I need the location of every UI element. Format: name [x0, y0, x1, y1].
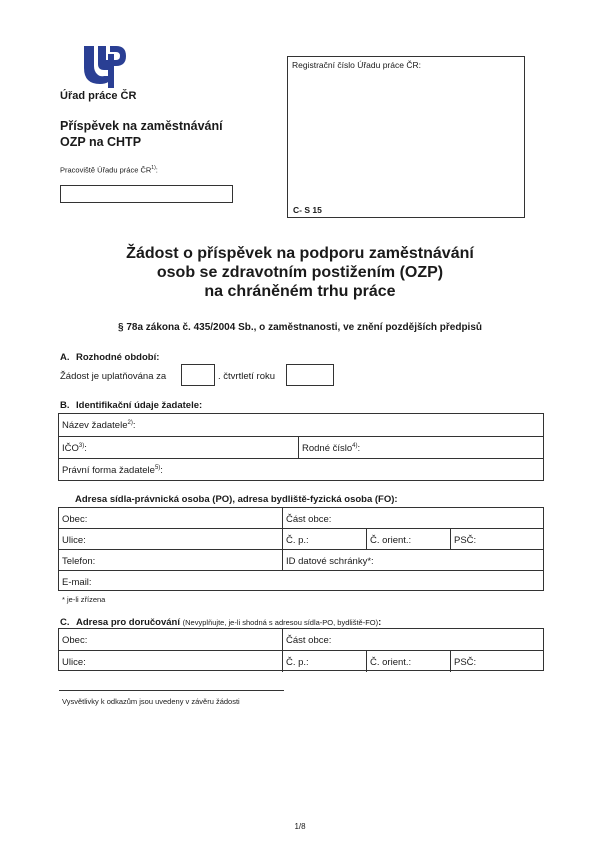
- cast-obce-field[interactable]: Část obce:: [286, 514, 332, 525]
- table-row: [59, 550, 543, 571]
- period-text-1: Žádost je uplatňována za: [60, 371, 167, 382]
- title-line-3: na chráněném trhu práce: [204, 283, 396, 300]
- workplace-field[interactable]: [60, 185, 233, 203]
- delivery-obec-field[interactable]: Obec:: [59, 629, 283, 650]
- table-row: [59, 508, 543, 529]
- table-row: [59, 651, 543, 673]
- delivery-cp-field[interactable]: Č. p.:: [283, 651, 367, 673]
- psc-field[interactable]: PSČ:: [454, 535, 477, 546]
- data-box-field[interactable]: ID datové schránky*:: [286, 556, 374, 567]
- subtitle-line-1: Příspěvek na zaměstnávání: [60, 119, 223, 133]
- up-cr-logo-icon: [80, 44, 128, 88]
- delivery-cast-obce-field[interactable]: Část obce:: [286, 635, 332, 646]
- main-title: [40, 244, 560, 301]
- period-text-2: . čtvrtletí roku: [218, 371, 276, 382]
- section-c-heading: C. Adresa pro doručování (Nevyplňujte, je-li shodná s adresou sídla-PO, bydliště-FO):: [60, 617, 382, 628]
- form-code: C- S 15: [293, 205, 322, 215]
- delivery-address-table: [58, 628, 544, 671]
- ico-field[interactable]: IČO$^{3)}$:: [59, 437, 299, 459]
- table-row: [59, 459, 543, 482]
- footnote-divider: [59, 690, 284, 691]
- title-line-1: Žádost o příspěvek na podporu zaměstnávání: [126, 245, 474, 262]
- page-number: 1/8: [294, 822, 306, 831]
- address-heading: Adresa sídla-právnická osoba (PO), adresa bydliště-fyzická osoba (FO):: [75, 494, 398, 505]
- corient-field[interactable]: Č. orient.:: [367, 529, 451, 549]
- cp-field[interactable]: Č. p.:: [283, 529, 367, 549]
- birth-number-field[interactable]: Rodné číslo$^{4)}$:: [302, 442, 361, 454]
- table-row: [59, 414, 543, 437]
- explanations-note: Vysvětlivky k odkazům jsou uvedeny v závěru žádosti: [62, 697, 240, 706]
- address-table: [58, 507, 544, 591]
- table-row: [59, 529, 543, 550]
- registration-label: Registrační číslo Úřadu práce ČR:: [292, 60, 421, 70]
- year-field[interactable]: [286, 364, 334, 386]
- table-row: [59, 437, 543, 460]
- section-a-heading: A. Rozhodné období:: [60, 352, 160, 363]
- table-row: [59, 571, 543, 592]
- applicant-name-field[interactable]: Název žadatele$^{2)}$:: [62, 420, 136, 432]
- data-box-footnote: * je-li zřízena: [62, 595, 106, 604]
- telefon-field[interactable]: Telefon:: [59, 550, 283, 570]
- workplace-label: Pracoviště Úřadu práce ČR$^{1)}$:: [60, 165, 158, 175]
- form-subtitle: [60, 118, 280, 150]
- legal-form-field[interactable]: Právní forma žadatele$^{5)}$:: [62, 465, 163, 477]
- delivery-ulice-field[interactable]: Ulice:: [59, 651, 283, 673]
- delivery-corient-field[interactable]: Č. orient.:: [367, 651, 451, 673]
- delivery-psc-field[interactable]: PSČ:: [454, 656, 477, 668]
- registration-box[interactable]: [287, 56, 525, 218]
- applicant-id-table: [58, 413, 544, 481]
- ulice-field[interactable]: Ulice:: [59, 529, 283, 549]
- email-field[interactable]: E-mail:: [62, 577, 92, 588]
- legal-reference: § 78a zákona č. 435/2004 Sb., o zaměstnanosti, ve znění pozdějších předpisů: [117, 322, 483, 333]
- table-row: [59, 629, 543, 651]
- title-line-2: osob se zdravotním postižením (OZP): [156, 264, 444, 281]
- quarter-field[interactable]: [181, 364, 215, 386]
- org-name: Úřad práce ČR: [60, 90, 137, 102]
- section-b-heading: B. Identifikační údaje žadatele:: [60, 400, 203, 411]
- subtitle-line-2: OZP na CHTP: [60, 135, 142, 149]
- obec-field[interactable]: Obec:: [59, 508, 283, 528]
